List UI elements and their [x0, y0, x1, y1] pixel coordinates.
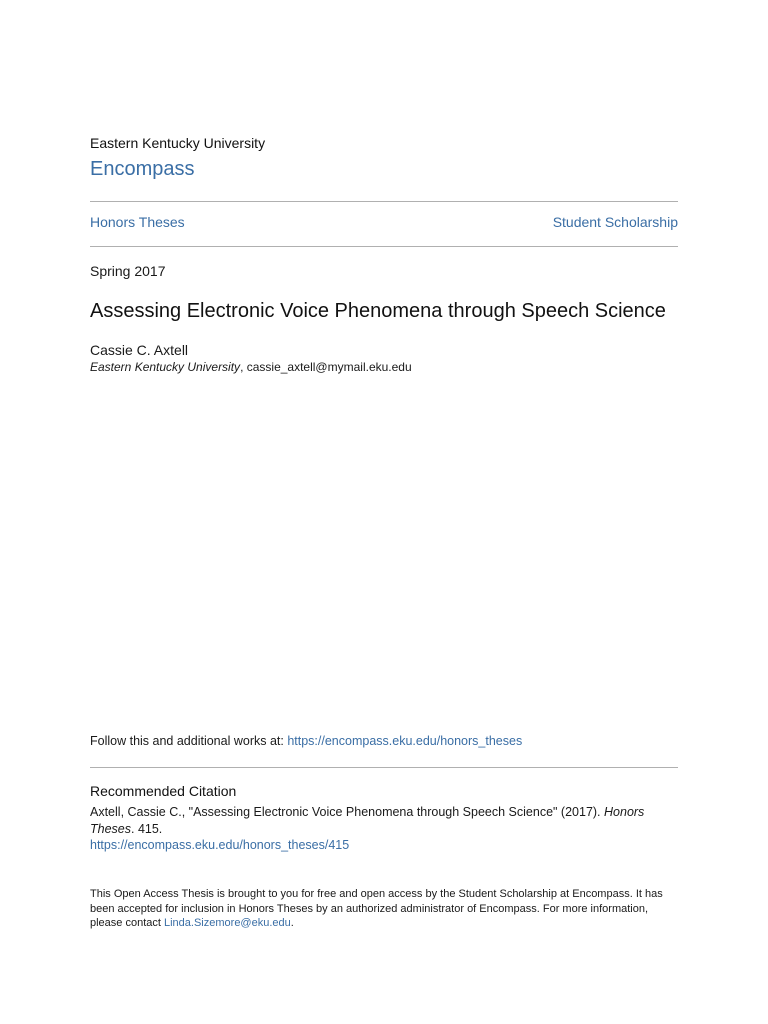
- follow-url-link[interactable]: https://encompass.eku.edu/honors_theses: [287, 734, 523, 748]
- open-access-notice: [90, 887, 670, 931]
- notice-text: This Open Access Thesis is brought to you for free and open access by the Student Scholarship at Encompass. It has been accepted for inclusion in Honors Theses by an authorized administrator of Encompass. For more information, please contact: [90, 888, 663, 929]
- cover-page: [90, 0, 678, 1024]
- divider-nav: [90, 246, 678, 247]
- scholarship-link[interactable]: Student Scholarship: [552, 214, 678, 230]
- citation-url-link[interactable]: https://encompass.eku.edu/honors_theses/415: [90, 838, 350, 852]
- divider-citation: [90, 767, 678, 768]
- institution-name: Eastern Kentucky University: [90, 135, 266, 151]
- contact-email-link[interactable]: Linda.Sizemore@eku.edu: [164, 917, 291, 929]
- citation-number: . 415.: [131, 821, 163, 836]
- citation-main: Axtell, Cassie C., "Assessing Electronic Voice Phenomena through Speech Science" (2017).: [90, 805, 605, 819]
- author-affiliation: Eastern Kentucky University, cassie_axtell@mymail.eku.edu: [90, 360, 412, 374]
- notice-end: .: [290, 917, 294, 929]
- citation-series: Honors Theses: [90, 805, 645, 836]
- author-name: Cassie C. Axtell: [90, 342, 189, 358]
- publication-date: Spring 2017: [90, 263, 166, 279]
- repository-link[interactable]: Encompass: [90, 158, 195, 180]
- paper-title: Assessing Electronic Voice Phenomena through Speech Science: [90, 300, 666, 322]
- author-email: cassie_axtell@mymail.eku.edu: [246, 360, 412, 374]
- follow-line: [90, 734, 522, 748]
- divider-top: [90, 201, 678, 202]
- collection-link[interactable]: Honors Theses: [90, 214, 185, 230]
- affiliation-name: Eastern Kentucky University: [90, 360, 241, 374]
- follow-prefix: Follow this and additional works at:: [90, 734, 288, 748]
- citation-text: [90, 804, 650, 837]
- citation-heading: Recommended Citation: [90, 783, 237, 799]
